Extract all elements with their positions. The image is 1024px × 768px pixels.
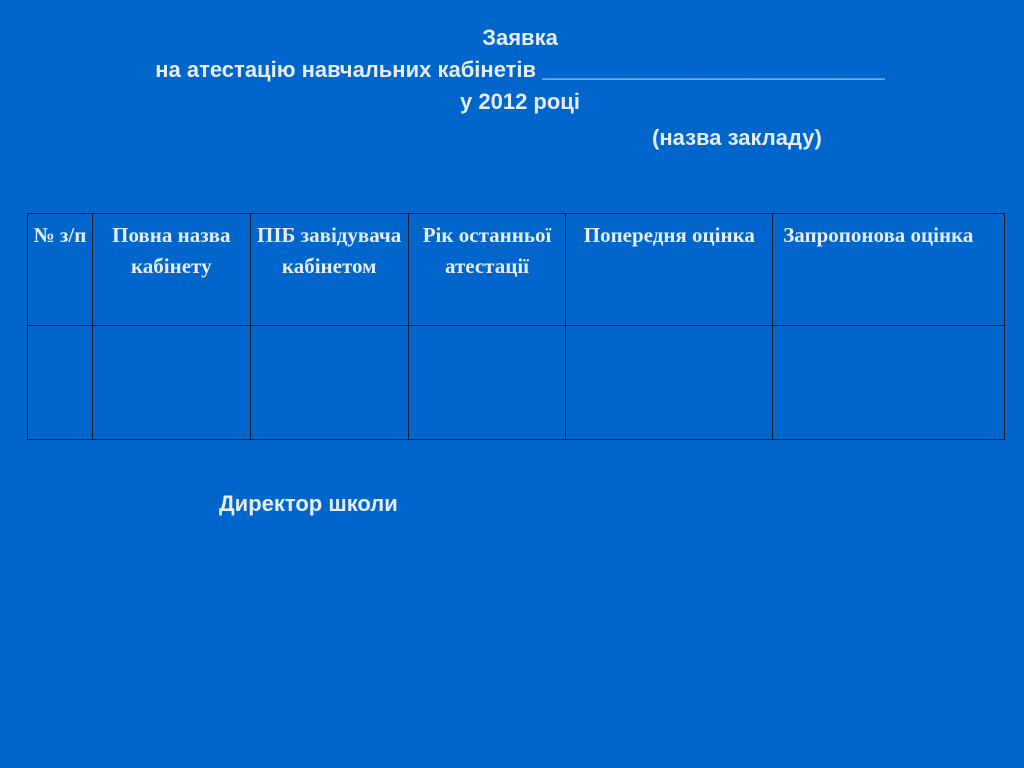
column-header-proposed-grade: Запропонова оцінка: [773, 214, 1005, 326]
document-title: Заявка: [482, 25, 558, 50]
table-cell: [566, 326, 773, 440]
application-table: [27, 213, 1005, 440]
column-header-manager-name: ПІБ завідувача кабінетом: [250, 214, 408, 326]
document-year: у 2012 році: [460, 89, 580, 114]
director-signature-label: Директор школи: [219, 491, 398, 516]
institution-caption: (назва закладу): [652, 125, 822, 150]
table-cell: [92, 326, 250, 440]
table-cell: [250, 326, 408, 440]
column-header-number: № з/п: [28, 214, 93, 326]
table-cell: [28, 326, 93, 440]
column-header-last-attestation-year: Рік останньої атестації: [408, 214, 566, 326]
table-cell: [408, 326, 566, 440]
document-subject: на атестацію навчальних кабінетів ____________________________: [155, 57, 885, 82]
table-cell: [773, 326, 1005, 440]
table-header-row: [28, 214, 1005, 326]
column-header-room-name: Повна назва кабінету: [92, 214, 250, 326]
table-row: [28, 326, 1005, 440]
column-header-previous-grade: Попередня оцінка: [566, 214, 773, 326]
title-block: [0, 22, 1024, 118]
